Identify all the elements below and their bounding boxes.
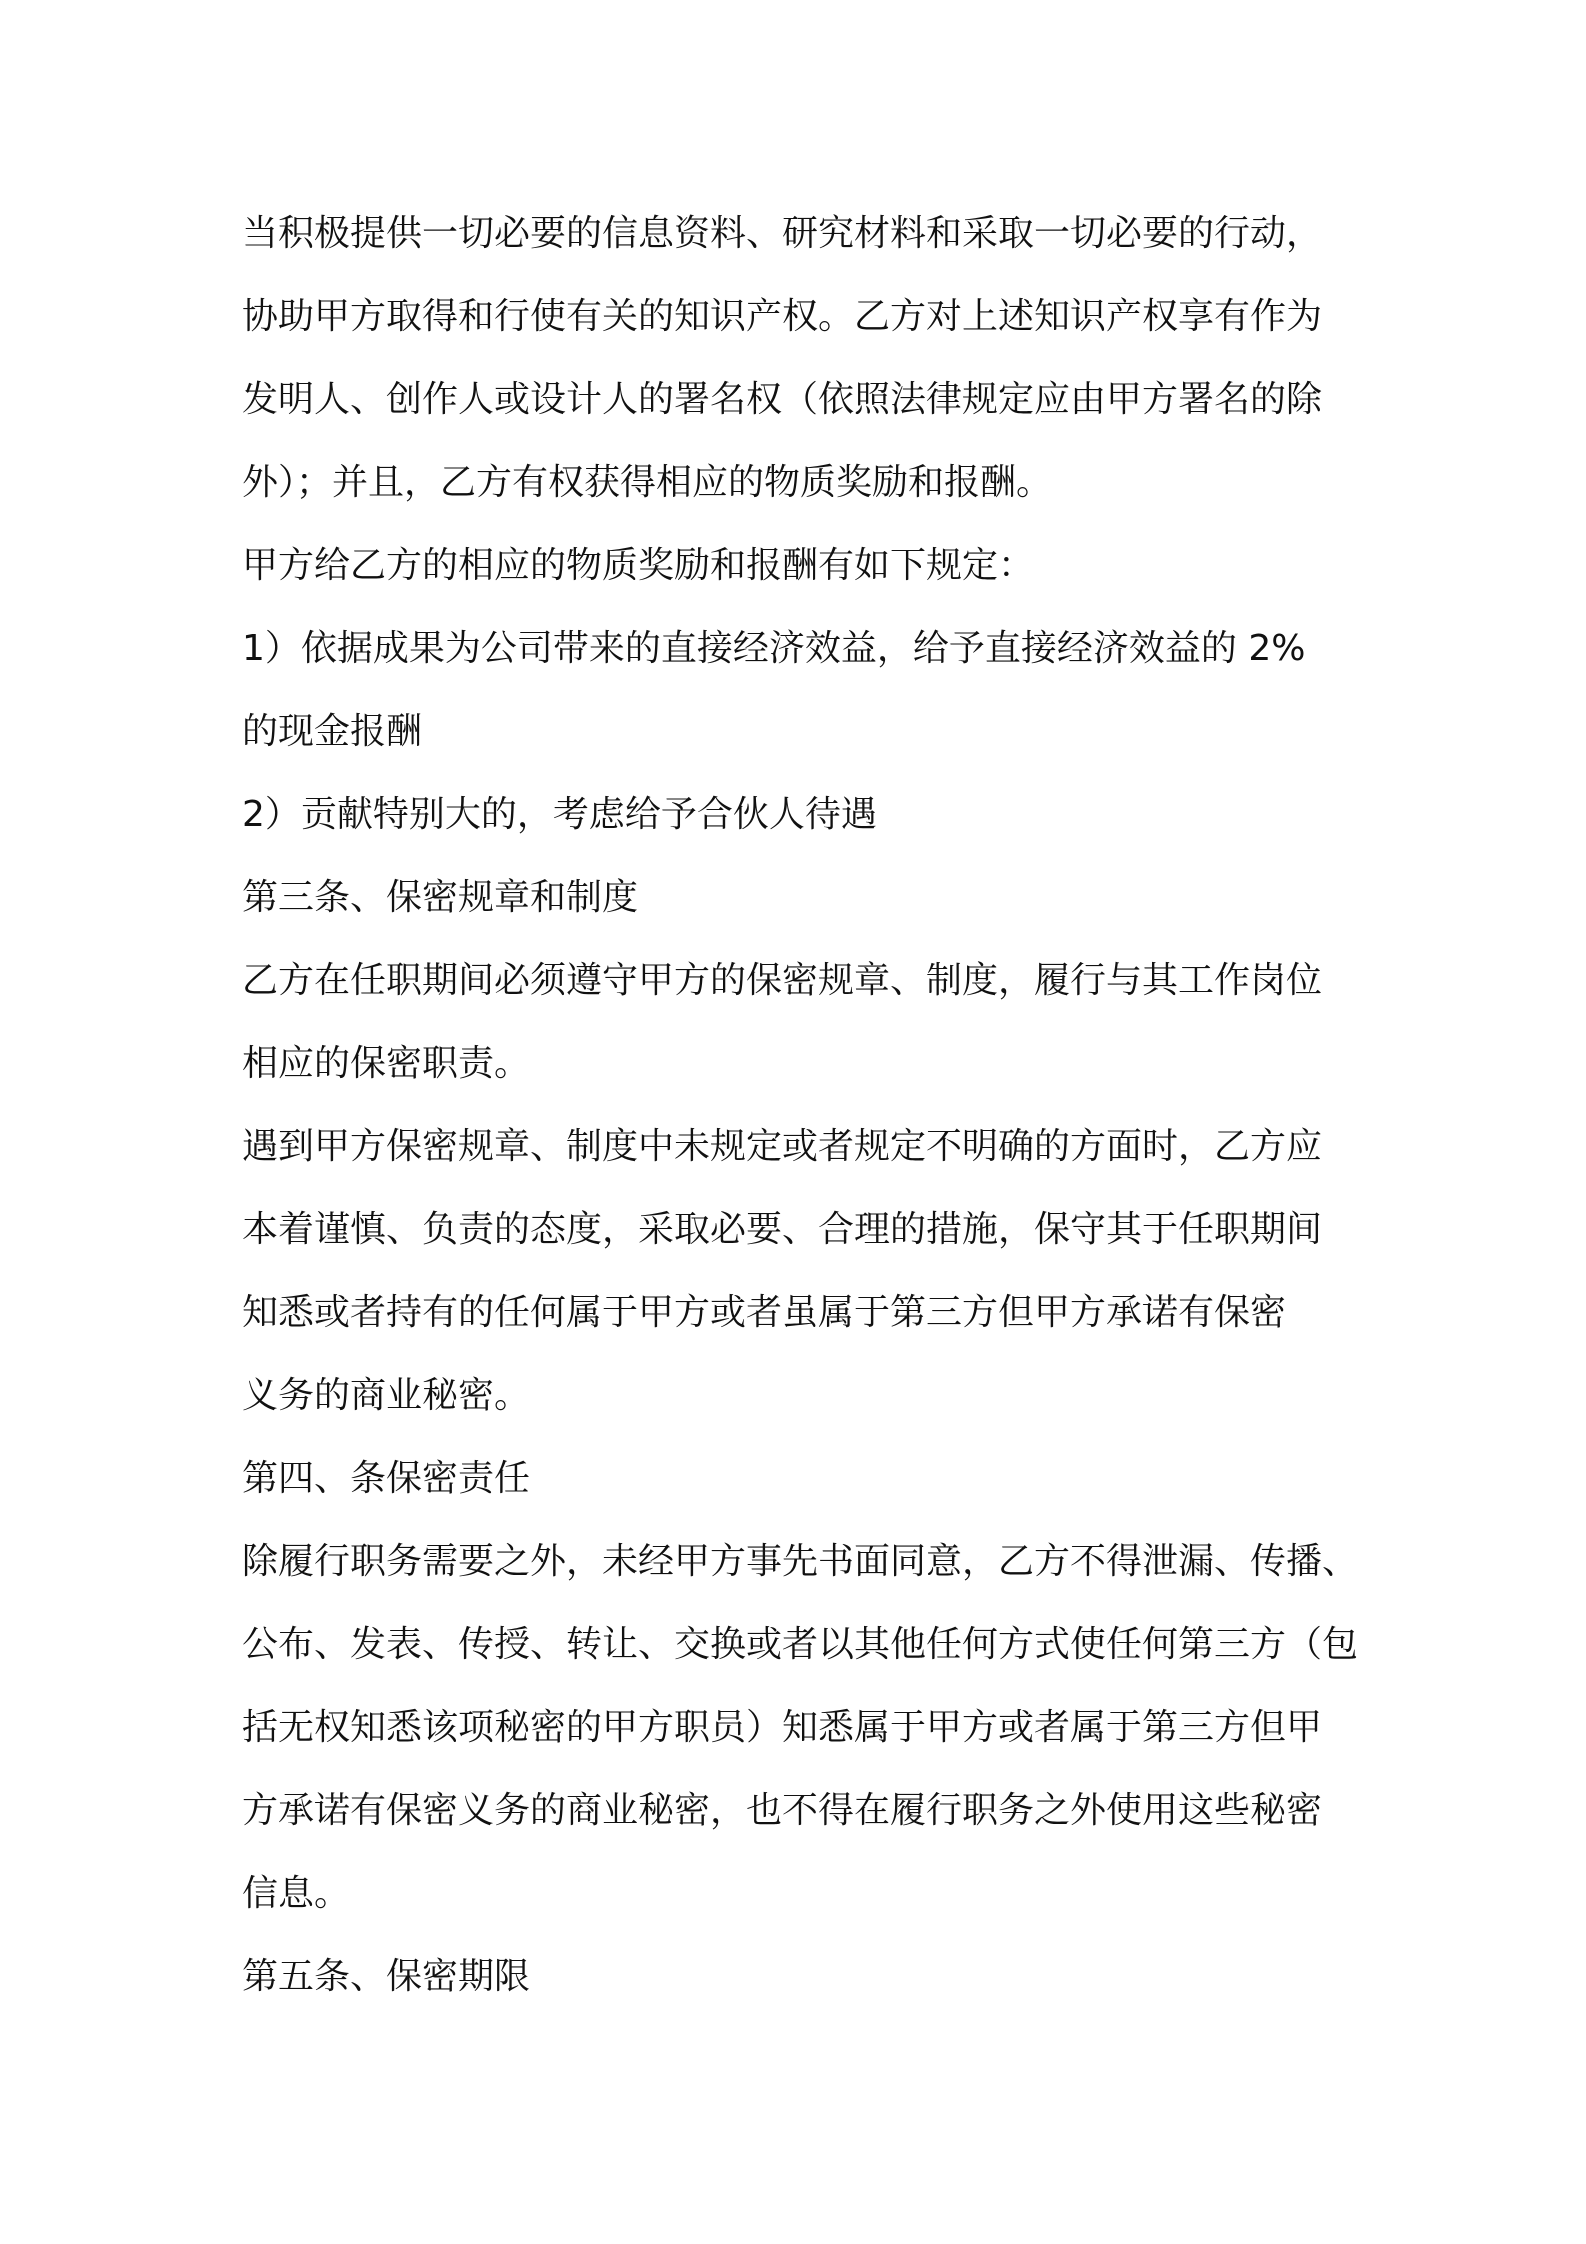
text-line: 本着谨慎、负责的态度，采取必要、合理的措施，保守其于任职期间 (242, 1209, 1323, 1250)
text-line: 乙方在任职期间必须遵守甲方的保密规章、制度，履行与其工作岗位 (242, 960, 1323, 1001)
text-line: 1）依据成果为公司带来的直接经济效益，给予直接经济效益的 2% (242, 628, 1306, 669)
text-line: 的现金报酬 (242, 711, 423, 752)
text-line: 相应的保密职责。 (242, 1043, 531, 1084)
text-line: 知悉或者持有的任何属于甲方或者虽属于第三方但甲方承诺有保密 (242, 1292, 1287, 1333)
text-line: 当积极提供一切必要的信息资料、研究材料和采取一切必要的行动， (242, 213, 1323, 254)
text-line: 甲方给乙方的相应的物质奖励和报酬有如下规定： (242, 545, 1035, 586)
section-heading: 第四、条保密责任 (242, 1458, 531, 1499)
text-line: 外）；并且，乙方有权获得相应的物质奖励和报酬。 (242, 462, 1053, 503)
text-line: 遇到甲方保密规章、制度中未规定或者规定不明确的方面时，乙方应 (242, 1126, 1323, 1167)
section-heading: 第三条、保密规章和制度 (242, 877, 639, 918)
text-line: 信息。 (242, 1873, 351, 1914)
text-line: 发明人、创作人或设计人的署名权（依照法律规定应由甲方署名的除 (242, 379, 1323, 420)
text-line: 除履行职务需要之外，未经甲方事先书面同意，乙方不得泄漏、传播、 (242, 1541, 1359, 1582)
text-line: 公布、发表、传授、转让、交换或者以其他任何方式使任何第三方（包 (242, 1624, 1359, 1665)
text-line: 括无权知悉该项秘密的甲方职员）知悉属于甲方或者属于第三方但甲 (242, 1707, 1323, 1748)
document-body (242, 192, 1362, 2018)
text-line: 义务的商业秘密。 (242, 1375, 531, 1416)
section-heading: 第五条、保密期限 (242, 1956, 531, 1997)
text-line: 2）贡献特别大的，考虑给予合伙人待遇 (242, 794, 877, 835)
text-line: 协助甲方取得和行使有关的知识产权。乙方对上述知识产权享有作为 (242, 296, 1323, 337)
text-line: 方承诺有保密义务的商业秘密，也不得在履行职务之外使用这些秘密 (242, 1790, 1323, 1831)
